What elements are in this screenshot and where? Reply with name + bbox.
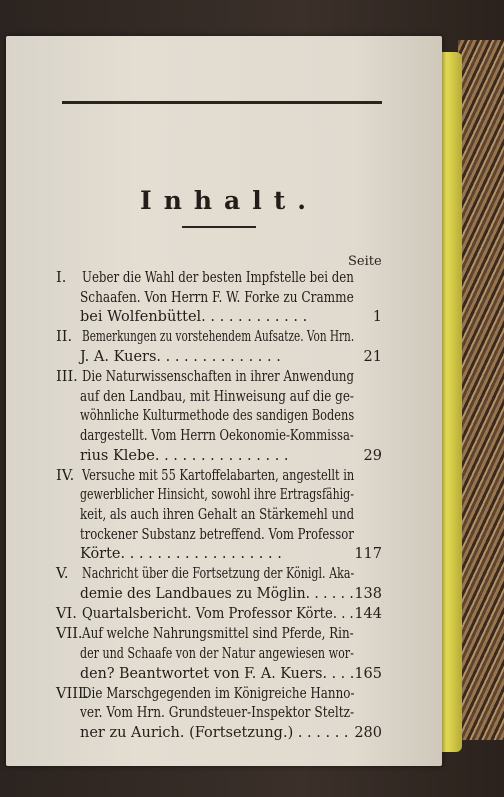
toc-page-number: 144 [354,606,382,623]
toc-line: gewerblicher Hinsicht, sowohl ihre Ertragsfähig- [80,487,354,504]
toc-line: ver. Vom Hrn. Grundsteuer-Inspektor Steltz- [80,705,355,722]
toc-line: der und Schaafe von der Natur angewiesen wor- [80,646,354,662]
page-title: Inhalt. [140,186,318,215]
marbled-edge [458,40,504,740]
toc-line: Körte. . . . . . . . . . . . . . . . . . [80,546,282,563]
toc-line: trockener Substanz betreffend. Vom Professor [80,526,354,543]
toc-numeral: VIII. [56,685,89,702]
toc-numeral: VII. [56,626,83,643]
toc-line: ner zu Aurich. (Fortsetzung.) . . . . . . [80,725,349,741]
toc-line: Versuche mit 55 Kartoffelabarten, angestellt in [82,467,355,484]
top-rule [62,101,382,104]
toc-line: bei Wolfenbüttel. . . . . . . . . . . . [80,309,308,326]
toc-line: dargestellt. Vom Herrn Oekonomie-Kommissa- [80,428,354,444]
toc-numeral: II. [56,329,73,346]
toc-line: wöhnliche Kulturmethode des sandigen Bodens [80,408,355,425]
toc-line: auf den Landbau, mit Hinweisung auf die ge- [80,388,354,405]
toc-page-number: 117 [354,546,382,563]
toc-line: Quartalsbericht. Vom Professor Körte. . . [82,606,354,623]
toc-page-number: 21 [363,349,382,365]
toc-page-number: 280 [354,725,382,741]
toc-page-number: 1 [372,309,382,326]
toc-numeral: III. [56,369,78,386]
toc-line: Ueber die Wahl der besten Impfstelle bei den [82,270,354,286]
toc-line: Nachricht über die Fortsetzung der Königl. Aka- [82,566,355,583]
toc-line: den? Beantwortet von F. A. Kuers. . . . [80,665,355,682]
toc-line: Schaafen. Von Herrn F. W. Forke zu Cramme [80,289,354,306]
toc-line: demie des Landbaues zu Möglin. . . . . . [80,586,354,602]
toc-numeral: I. [56,270,67,286]
toc-page-number: 29 [363,447,382,464]
toc-numeral: V. [56,566,69,583]
toc-numeral: IV. [56,467,75,484]
toc-numeral: VI. [56,606,77,623]
toc-line: keit, als auch ihren Gehalt an Stärkemehl und [80,507,355,523]
toc-line: Die Naturwissenschaften in ihrer Anwendung [82,369,354,386]
toc-line: rius Klebe. . . . . . . . . . . . . . . [80,447,289,464]
toc-line: Bemerkungen zu vorstehendem Aufsatze. Von Hrn. [82,329,355,346]
toc-page-number: 165 [354,665,382,682]
toc-line: J. A. Kuers. . . . . . . . . . . . . . [80,349,281,365]
title-underline [182,226,256,228]
toc-page-number: 138 [354,586,382,602]
seite-label: Seite [348,254,382,269]
toc-line: Auf welche Nahrungsmittel sind Pferde, Rin- [82,626,354,643]
toc-line: Die Marschgegenden im Königreiche Hanno- [82,685,355,702]
